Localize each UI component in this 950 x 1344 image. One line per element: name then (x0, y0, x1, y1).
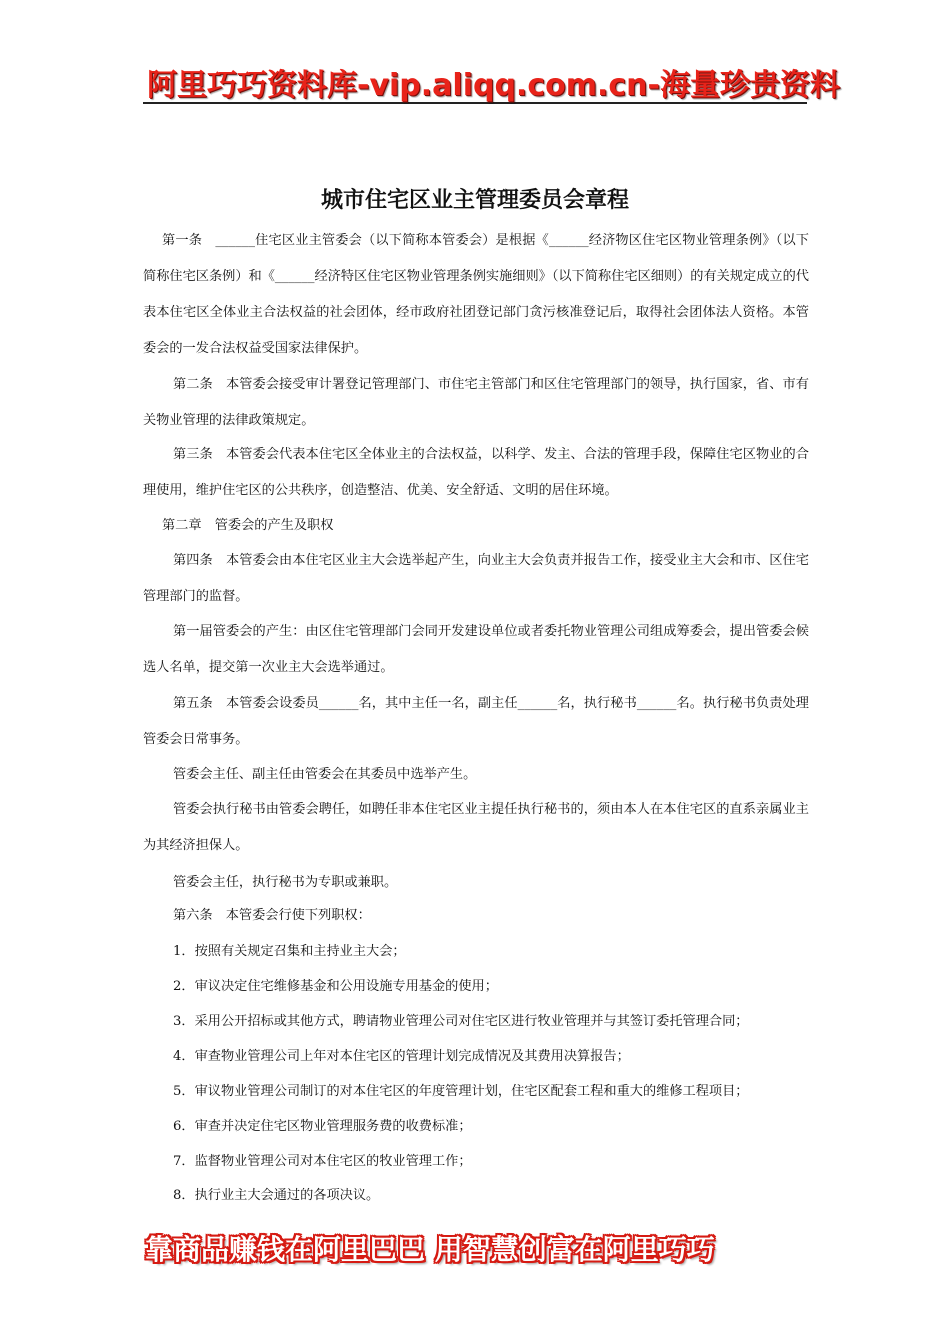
paragraph-article-4: 第四条 本管委会由本住宅区业主大会选举起产生，向业主大会负责并报告工作，接受业主大会和市、区住宅管理部门的监督。 (143, 553, 809, 604)
list-item: 5．审议物业管理公司制订的对本住宅区的年度管理计划，住宅区配套工程和重大的维修工程项目； (173, 1084, 749, 1099)
paragraph-article-5: 第五条 本管委会设委员______名，其中主任一名，副主任______名，执行秘书______名。执行秘书负责处理管委会日常事务。 (143, 696, 809, 747)
footer-banner-text: 靠商品赚钱在阿里巴巴 用智慧创富在阿里巧巧 (145, 1233, 715, 1266)
paragraph-article-3: 第三条 本管委会代表本住宅区全体业主的合法权益，以科学、发主、合法的管理手段，保障住宅区物业的合理使用，维护住宅区的公共秩序，创造整洁、优美、安全舒适、文明的居住环境。 (143, 447, 809, 498)
list-item: 8．执行业主大会通过的各项决议。 (173, 1188, 380, 1203)
paragraph-secretary: 管委会执行秘书由管委会聘任，如聘任非本住宅区业主提任执行秘书的，须由本人在本住宅区的直系亲属业主为其经济担保人。 (143, 802, 809, 853)
paragraph-first-committee: 第一届管委会的产生：由区住宅管理部门会同开发建设单位或者委托物业管理公司组成筹委会，提出管委会候选人名单，提交第一次业主大会选举通过。 (143, 624, 809, 675)
header-banner (143, 58, 840, 104)
list-item: 4．审查物业管理公司上年对本住宅区的管理计划完成情况及其费用决算报告； (173, 1049, 630, 1064)
document-title: 城市住宅区业主管理委员会章程 (320, 187, 629, 213)
header-banner-text: 阿里巧巧资料库-vip.aliqq.com.cn-海量珍贵资料 (147, 68, 840, 103)
paragraph-chair-election: 管委会主任、副主任由管委会在其委员中选举产生。 (173, 767, 477, 782)
list-item: 7．监督物业管理公司对本住宅区的牧业管理工作； (173, 1154, 472, 1169)
paragraph-article-1: 第一条 ______住宅区业主管委会（以下简称本管委会）是根据《______经济物区住宅区物业管理条例》（以下简称住宅区条例）和《______经济特区住宅区物业管理条例实施细则》（以下简称住宅区细则）的有关规定成立的代表本住宅区全体业主合法权益的社会团体，经市政府社团登记部门贪污核准登记后，取得社会团体法人资格。本管委会的一发合法权益受国家法律保护。 (143, 233, 809, 356)
list-item: 3．采用公开招标或其他方式，聘请物业管理公司对住宅区进行牧业管理并与其签订委托管理合同； (173, 1014, 749, 1029)
chapter-heading: 第二章 管委会的产生及职权 (162, 518, 334, 533)
paragraph-article-2: 第二条 本管委会接受审计署登记管理部门、市住宅主管部门和区住宅管理部门的领导，执行国家，省、市有关物业管理的法律政策规定。 (143, 377, 809, 428)
list-item: 1．按照有关规定召集和主持业主大会； (173, 944, 406, 959)
footer-banner (145, 1228, 805, 1272)
paragraph-fulltime: 管委会主任，执行秘书为专职或兼职。 (173, 875, 398, 890)
list-item: 2．审议决定住宅维修基金和公用设施专用基金的使用； (173, 979, 498, 994)
list-item: 6．审查并决定住宅区物业管理服务费的收费标准； (173, 1119, 472, 1134)
paragraph-article-6: 第六条 本管委会行使下列职权： (173, 908, 371, 923)
